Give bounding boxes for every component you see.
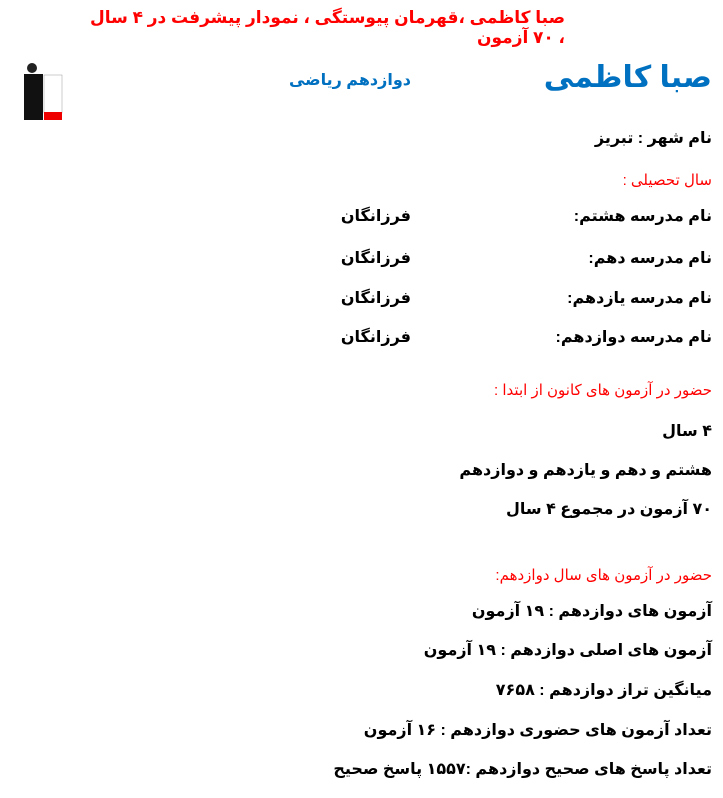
twelfth-line: آزمون های دوازدهم : ۱۹ آزمون <box>471 603 712 620</box>
twelfth-line: میانگین تراز دوازدهم : ۷۶۵۸ <box>495 682 712 699</box>
history-line: هشتم و دهم و یازدهم و دوازدهم <box>459 462 712 479</box>
school-label: نام مدرسه دوازدهم: <box>555 329 712 346</box>
history-line: ۴ سال <box>662 423 712 440</box>
academic-year-label: سال تحصیلی : <box>622 172 712 189</box>
history-heading: حضور در آزمون های کانون از ابتدا : <box>494 382 712 399</box>
school-label: نام مدرسه یازدهم: <box>567 290 712 307</box>
grade-label: دوازدهم ریاضی <box>288 72 411 89</box>
city: نام شهر : تبریز <box>594 130 712 147</box>
history-line: ۷۰ آزمون در مجموع ۴ سال <box>506 501 712 518</box>
school-value: فرزانگان <box>340 208 411 225</box>
school-value: فرزانگان <box>340 290 411 307</box>
twelfth-heading: حضور در آزمون های سال دوازدهم: <box>495 567 712 584</box>
school-label: نام مدرسه دهم: <box>588 250 712 267</box>
student-name: صبا کاظمی <box>543 61 712 94</box>
school-label: نام مدرسه هشتم: <box>573 208 712 225</box>
page-title: صبا کاظمی ،قهرمان پیوستگی ، نمودار پیشرفت در ۴ سال ، ۷۰ آزمون <box>90 8 565 47</box>
twelfth-line: آزمون های اصلی دوازدهم : ۱۹ آزمون <box>423 642 712 659</box>
school-value: فرزانگان <box>340 329 411 346</box>
twelfth-line: تعداد پاسخ های صحیح دوازدهم :۱۵۵۷ پاسخ صحیح <box>333 761 712 778</box>
school-value: فرزانگان <box>340 250 411 267</box>
kanoon-logo <box>22 60 64 120</box>
twelfth-line: تعداد آزمون های حضوری دوازدهم : ۱۶ آزمون <box>363 722 712 739</box>
